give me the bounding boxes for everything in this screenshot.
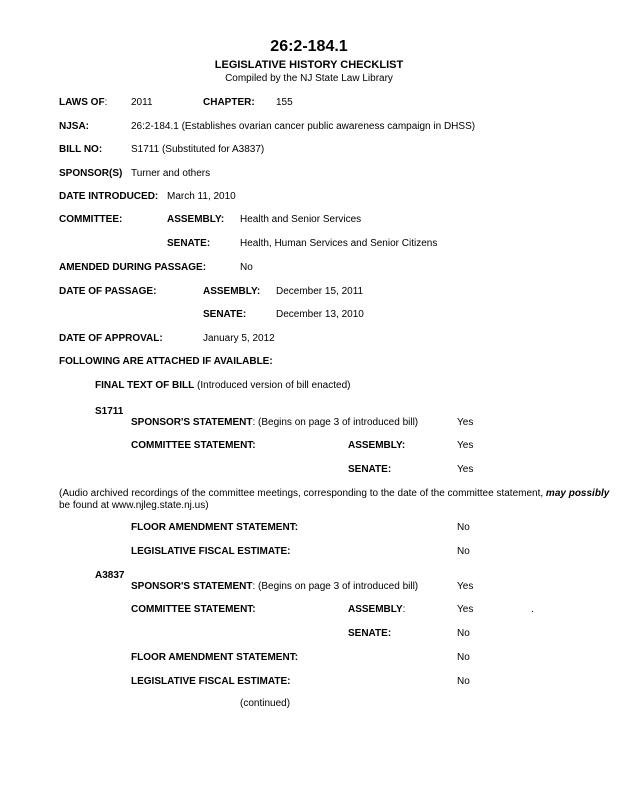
a3837-committee-label: COMMITTEE STATEMENT: — [131, 604, 256, 615]
date-of-approval-label: DATE OF APPROVAL: — [59, 333, 163, 344]
continued-note: (continued) — [240, 698, 291, 709]
committee-assembly-value: Health and Senior Services — [240, 214, 362, 225]
a3837-sponsor-statement: SPONSOR'S STATEMENT: (Begins on page 3 of introduced bill) — [131, 581, 419, 592]
compiled-by: Compiled by the NJ State Law Library — [225, 73, 393, 84]
s1711-fiscal-label: LEGISLATIVE FISCAL ESTIMATE: — [131, 546, 291, 557]
laws-of-label: LAWS OF: — [59, 97, 108, 108]
s1711-sponsor-value: Yes — [457, 417, 474, 428]
passage-senate-value: December 13, 2010 — [276, 309, 364, 320]
s1711-floor-value: No — [457, 522, 470, 533]
a3837-senate-value: No — [457, 628, 470, 639]
s1711-fiscal-value: No — [457, 546, 470, 557]
committee-assembly-label: ASSEMBLY: — [167, 214, 225, 225]
a3837-fiscal-label: LEGISLATIVE FISCAL ESTIMATE: — [131, 676, 291, 687]
a3837-trailing-dot: . — [531, 604, 534, 615]
date-introduced-label: DATE INTRODUCED: — [59, 191, 159, 202]
a3837-bill-label: A3837 — [95, 570, 125, 581]
attached-heading: FOLLOWING ARE ATTACHED IF AVAILABLE: — [59, 356, 273, 367]
page-title: 26:2-184.1 — [270, 38, 348, 55]
s1711-assembly-value: Yes — [457, 440, 474, 451]
a3837-floor-label: FLOOR AMENDMENT STATEMENT: — [131, 652, 299, 663]
a3837-assembly-label: ASSEMBLY: — [348, 604, 406, 615]
a3837-senate-label: SENATE: — [348, 628, 392, 639]
committee-senate-value: Health, Human Services and Senior Citizens — [240, 238, 438, 249]
committee-label: COMMITTEE: — [59, 214, 123, 225]
a3837-fiscal-value: No — [457, 676, 470, 687]
s1711-senate-value: Yes — [457, 464, 474, 475]
passage-assembly-label: ASSEMBLY: — [203, 286, 261, 297]
s1711-sponsor-statement: SPONSOR'S STATEMENT: (Begins on page 3 of introduced bill) — [131, 417, 419, 428]
chapter-value: 155 — [276, 97, 293, 108]
sponsors-label: SPONSOR(S) — [59, 168, 123, 179]
date-introduced-value: March 11, 2010 — [167, 191, 236, 202]
final-text-line: FINAL TEXT OF BILL (Introduced version of bill enacted) — [95, 380, 351, 391]
njsa-label: NJSA: — [59, 121, 90, 132]
date-of-approval-value: January 5, 2012 — [203, 333, 275, 344]
amended-value: No — [240, 262, 253, 273]
committee-senate-label: SENATE: — [167, 238, 211, 249]
s1711-committee-label: COMMITTEE STATEMENT: — [131, 440, 256, 451]
s1711-assembly-label: ASSEMBLY: — [348, 440, 406, 451]
njsa-value: 26:2-184.1 (Establishes ovarian cancer public awareness campaign in DHSS) — [131, 121, 476, 132]
passage-assembly-value: December 15, 2011 — [276, 286, 364, 297]
s1711-floor-label: FLOOR AMENDMENT STATEMENT: — [131, 522, 299, 533]
chapter-label: CHAPTER: — [203, 97, 255, 108]
laws-of-value: 2011 — [131, 97, 153, 108]
audio-note-line-1: (Audio archived recordings of the committee meetings, corresponding to the date of the committee statement, may possibly — [59, 488, 610, 499]
s1711-bill-label: S1711 — [95, 406, 124, 417]
date-of-passage-label: DATE OF PASSAGE: — [59, 286, 157, 297]
passage-senate-label: SENATE: — [203, 309, 247, 320]
s1711-senate-label: SENATE: — [348, 464, 392, 475]
a3837-sponsor-value: Yes — [457, 581, 474, 592]
sponsors-value: Turner and others — [131, 168, 211, 179]
amended-label: AMENDED DURING PASSAGE: — [59, 262, 207, 273]
a3837-floor-value: No — [457, 652, 470, 663]
audio-note-line-2: be found at www.njleg.state.nj.us) — [59, 500, 209, 511]
a3837-assembly-value: Yes — [457, 604, 474, 615]
bill-no-label: BILL NO: — [59, 144, 103, 155]
checklist-subtitle: LEGISLATIVE HISTORY CHECKLIST — [214, 59, 404, 71]
bill-no-value: S1711 (Substituted for A3837) — [131, 144, 265, 155]
